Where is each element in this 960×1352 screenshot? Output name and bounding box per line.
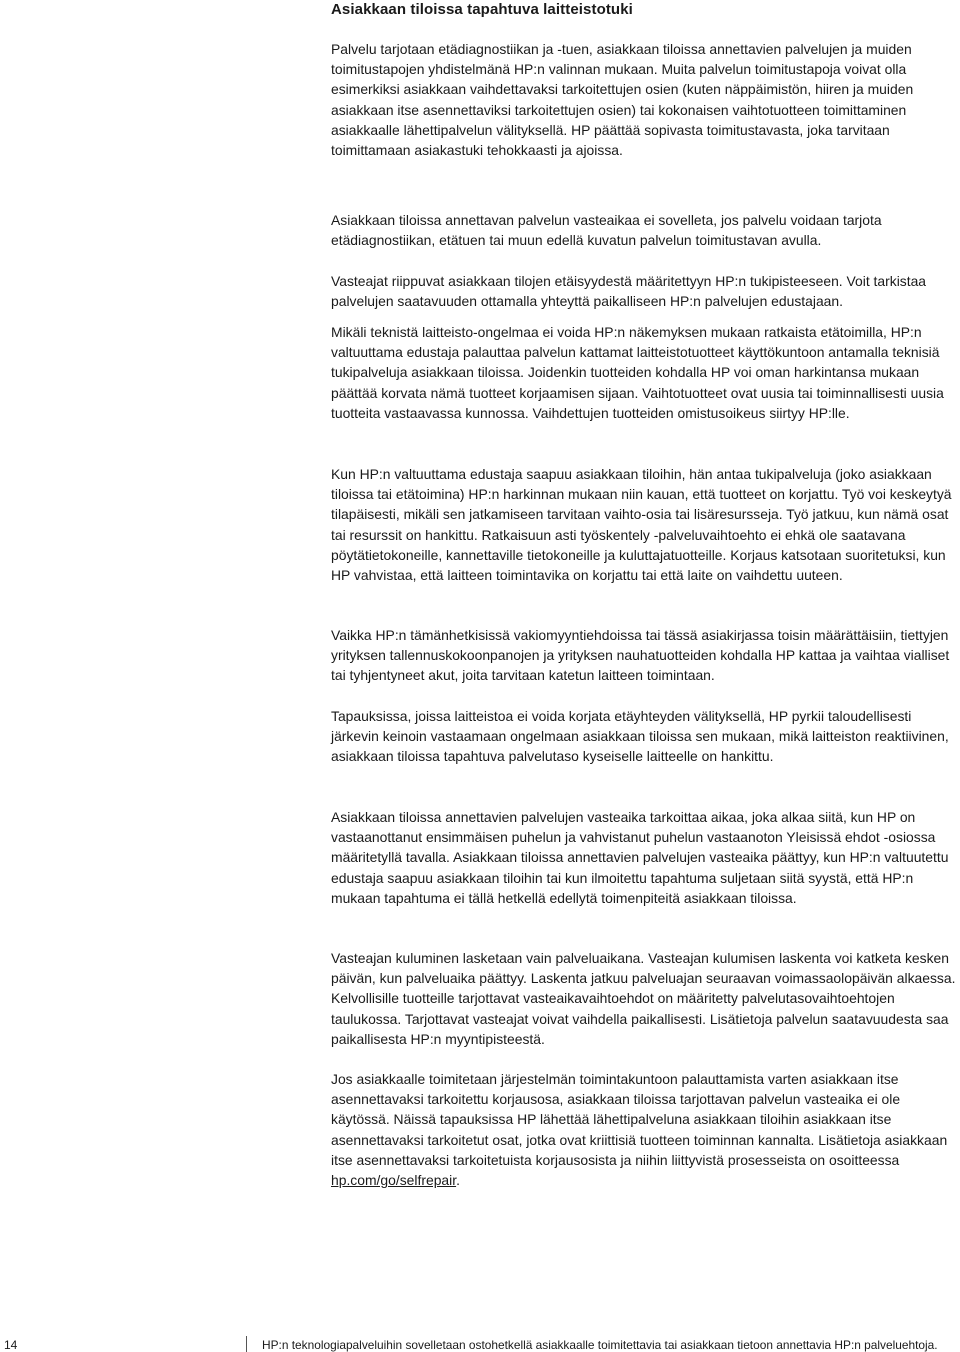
paragraph-remote-repair-impossible: Tapauksissa, joissa laitteistoa ei voida korjata etäyhteyden välityksellä, HP pyrkii taloudellisesti järkevin keinoin vastaamaan ongelmaan asiakkaan tiloissa sen mukaan, mikä laitteiston reaktiivinen, asiakkaan tiloissa tapahtuva palvelutaso kyseiselle laitteelle on hankittu.	[331, 708, 949, 765]
paragraph-response-time-distance: Vasteajat riippuvat asiakkaan tilojen etäisyydestä määritettyyn HP:n tukipisteeseen. Voit tarkistaa palvelujen saatavuuden ottamalla yhteyttä paikalliseen HP:n palvelujen edustajaan.	[331, 273, 927, 310]
paragraph-response-time-exception: Asiakkaan tiloissa annettavan palvelun vasteaikaa ei sovelleta, jos palvelu voidaan tarjota etädiagnostiikan, etätuen tai muun edellä kuvatun palvelun toimitustavan avulla.	[331, 212, 882, 249]
selfrepair-link[interactable]: hp.com/go/selfrepair	[331, 1172, 457, 1189]
paragraph-batteries: Vaikka HP:n tämänhetkisissä vakiomyyntiehdoissa tai tässä asiakirjassa toisin määrättäisiin, tiettyjen yrityksen tallennuskokoonpanojen ja yrityksen nauhatuotteiden kohdalla HP kattaa ja vaihtaa vialliset tai tyhjentyneet akut, joita tarvitaan katetun laitteen toimintaan.	[331, 627, 950, 684]
paragraph-coverage-window: Vasteajan kuluminen lasketaan vain palveluaikana. Vasteajan kulumisen laskenta voi katketa kesken päivän, kun palveluaika päättyy. Laskenta jatkuu palveluajan seuraavan voimassaolopäivän alkaessa. Kelvollisille tuotteille tarjottavat vasteaikavaihtoehdot on määritetty palvelutasovaihtoehtojen taulukossa. Tarjottavat vasteajat voivat vaihdella paikallisesti. Lisätietoja palvelun saatavuudesta saa paikallisesta HP:n myyntipisteestä.	[331, 950, 956, 1047]
section-heading: Asiakkaan tiloissa tapahtuva laitteistotuki	[331, 1, 633, 18]
self-repair-end: .	[456, 1172, 460, 1189]
paragraph-self-repair	[331, 1069, 960, 1190]
footer-divider	[246, 1336, 247, 1352]
footer-note: HP:n teknologiapalveluihin sovelletaan ostohetkellä asiakkaalle toimitettavia tai asiakkaan tietoon annettavia HP:n palveluehtoja.	[262, 1338, 938, 1352]
paragraph-onsite-visit: Kun HP:n valtuuttama edustaja saapuu asiakkaan tiloihin, hän antaa tukipalveluja (joko asiakkaan tiloissa tai etätoimina) HP:n harkinnan mukaan niin kauan, että tuotteet on korjattu. Työ voi keskeytyä tilapäisesti, mikäli sen jatkamiseen tarvitaan vaihto-osia tai lisäresursseja. Työ jatkuu, kun nämä osat tai resurssit on hankittu. Ratkaisuun asti työskentely -palveluvaihtoehto ei ehkä ole saatavana pöytätietokoneille, kannettaville tietokoneille ja kuluttajatuotteille. Korjaus katsotaan suoritetuksi, kun HP vahvistaa, että laitteen toimintavika on korjattu tai että laite on vaihdettu uuteen.	[331, 466, 952, 584]
paragraph-response-time-definition: Asiakkaan tiloissa annettavien palvelujen vasteaika tarkoittaa aikaa, joka alkaa siitä, kun HP on vastaanottanut ensimmäisen puhelun ja vahvistanut puhelun vastaanoton Yleisissä ehdot -osiossa määritetyllä tavalla. Asiakkaan tiloissa annettavien palvelujen vasteaika päättyy, kun HP:n valtuutettu edustaja saapuu asiakkaan tiloihin tai kun ilmoitettu tapahtuma suljetaan siitä syystä, että HP:n mukaan tapahtuma ei tällä hetkellä edellytä toimenpiteitä asiakkaan tiloissa.	[331, 809, 949, 906]
page-number: 14	[4, 1338, 18, 1352]
paragraph-delivery-methods: Palvelu tarjotaan etädiagnostiikan ja -tuen, asiakkaan tiloissa annettavien palvelujen ja muiden toimitustapojen yhdistelmänä HP:n valinnan mukaan. Muita palvelun toimitustapoja voivat olla esimerkiksi asiakkaan vaihdettavaksi tarkoitettujen osien (kuten näppäimistön, hiiren ja muiden asiakkaan itse asennettaviksi tarkoitettujen osien) tai kokonaisen vaihtotuotteen toimittaminen asiakkaalle lähettipalvelun välityksellä. HP päättää sopivasta toimitustavasta, joka tarvitaan toimittamaan asiakastuki tehokkaasti ja ajoissa.	[331, 41, 914, 159]
paragraph-onsite-repair: Mikäli teknistä laitteisto-ongelmaa ei voida HP:n näkemyksen mukaan ratkaista etätoimilla, HP:n valtuuttama edustaja palauttaa palvelun kattamat laitteistotuotteet käyttökuntoon antamalla teknisiä tukipalveluja asiakkaan tiloissa. Joidenkin tuotteiden kohdalla HP voi oman harkintansa mukaan päättää korvata nämä tuotteet korjaamisen sijaan. Vaihtotuotteet ovat uusia tai toiminnallisesti uusia tuotteita vastaavassa kunnossa. Vaihdettujen tuotteiden omistusoikeus siirtyy HP:lle.	[331, 324, 944, 421]
self-repair-text: Jos asiakkaalle toimitetaan järjestelmän toimintakuntoon palauttamista varten asiakkaan itse asennettavaksi tarkoitettu korjausosa, asiakkaan tiloissa tarjottavan palvelun vasteaika ei ole käytössä. Näissä tapauksissa HP lähettää lähettipalveluna asiakkaan tiloihin asiakkaan itse asennettavaksi tarkoitetut osat, jotka ovat kriittisiä tuotteen toiminnan kannalta. Lisätietoja asiakkaan itse asennettavaksi tarkoitetuista korjausosista ja niihin liittyvistä prosesseista on osoitteessa	[331, 1071, 948, 1168]
